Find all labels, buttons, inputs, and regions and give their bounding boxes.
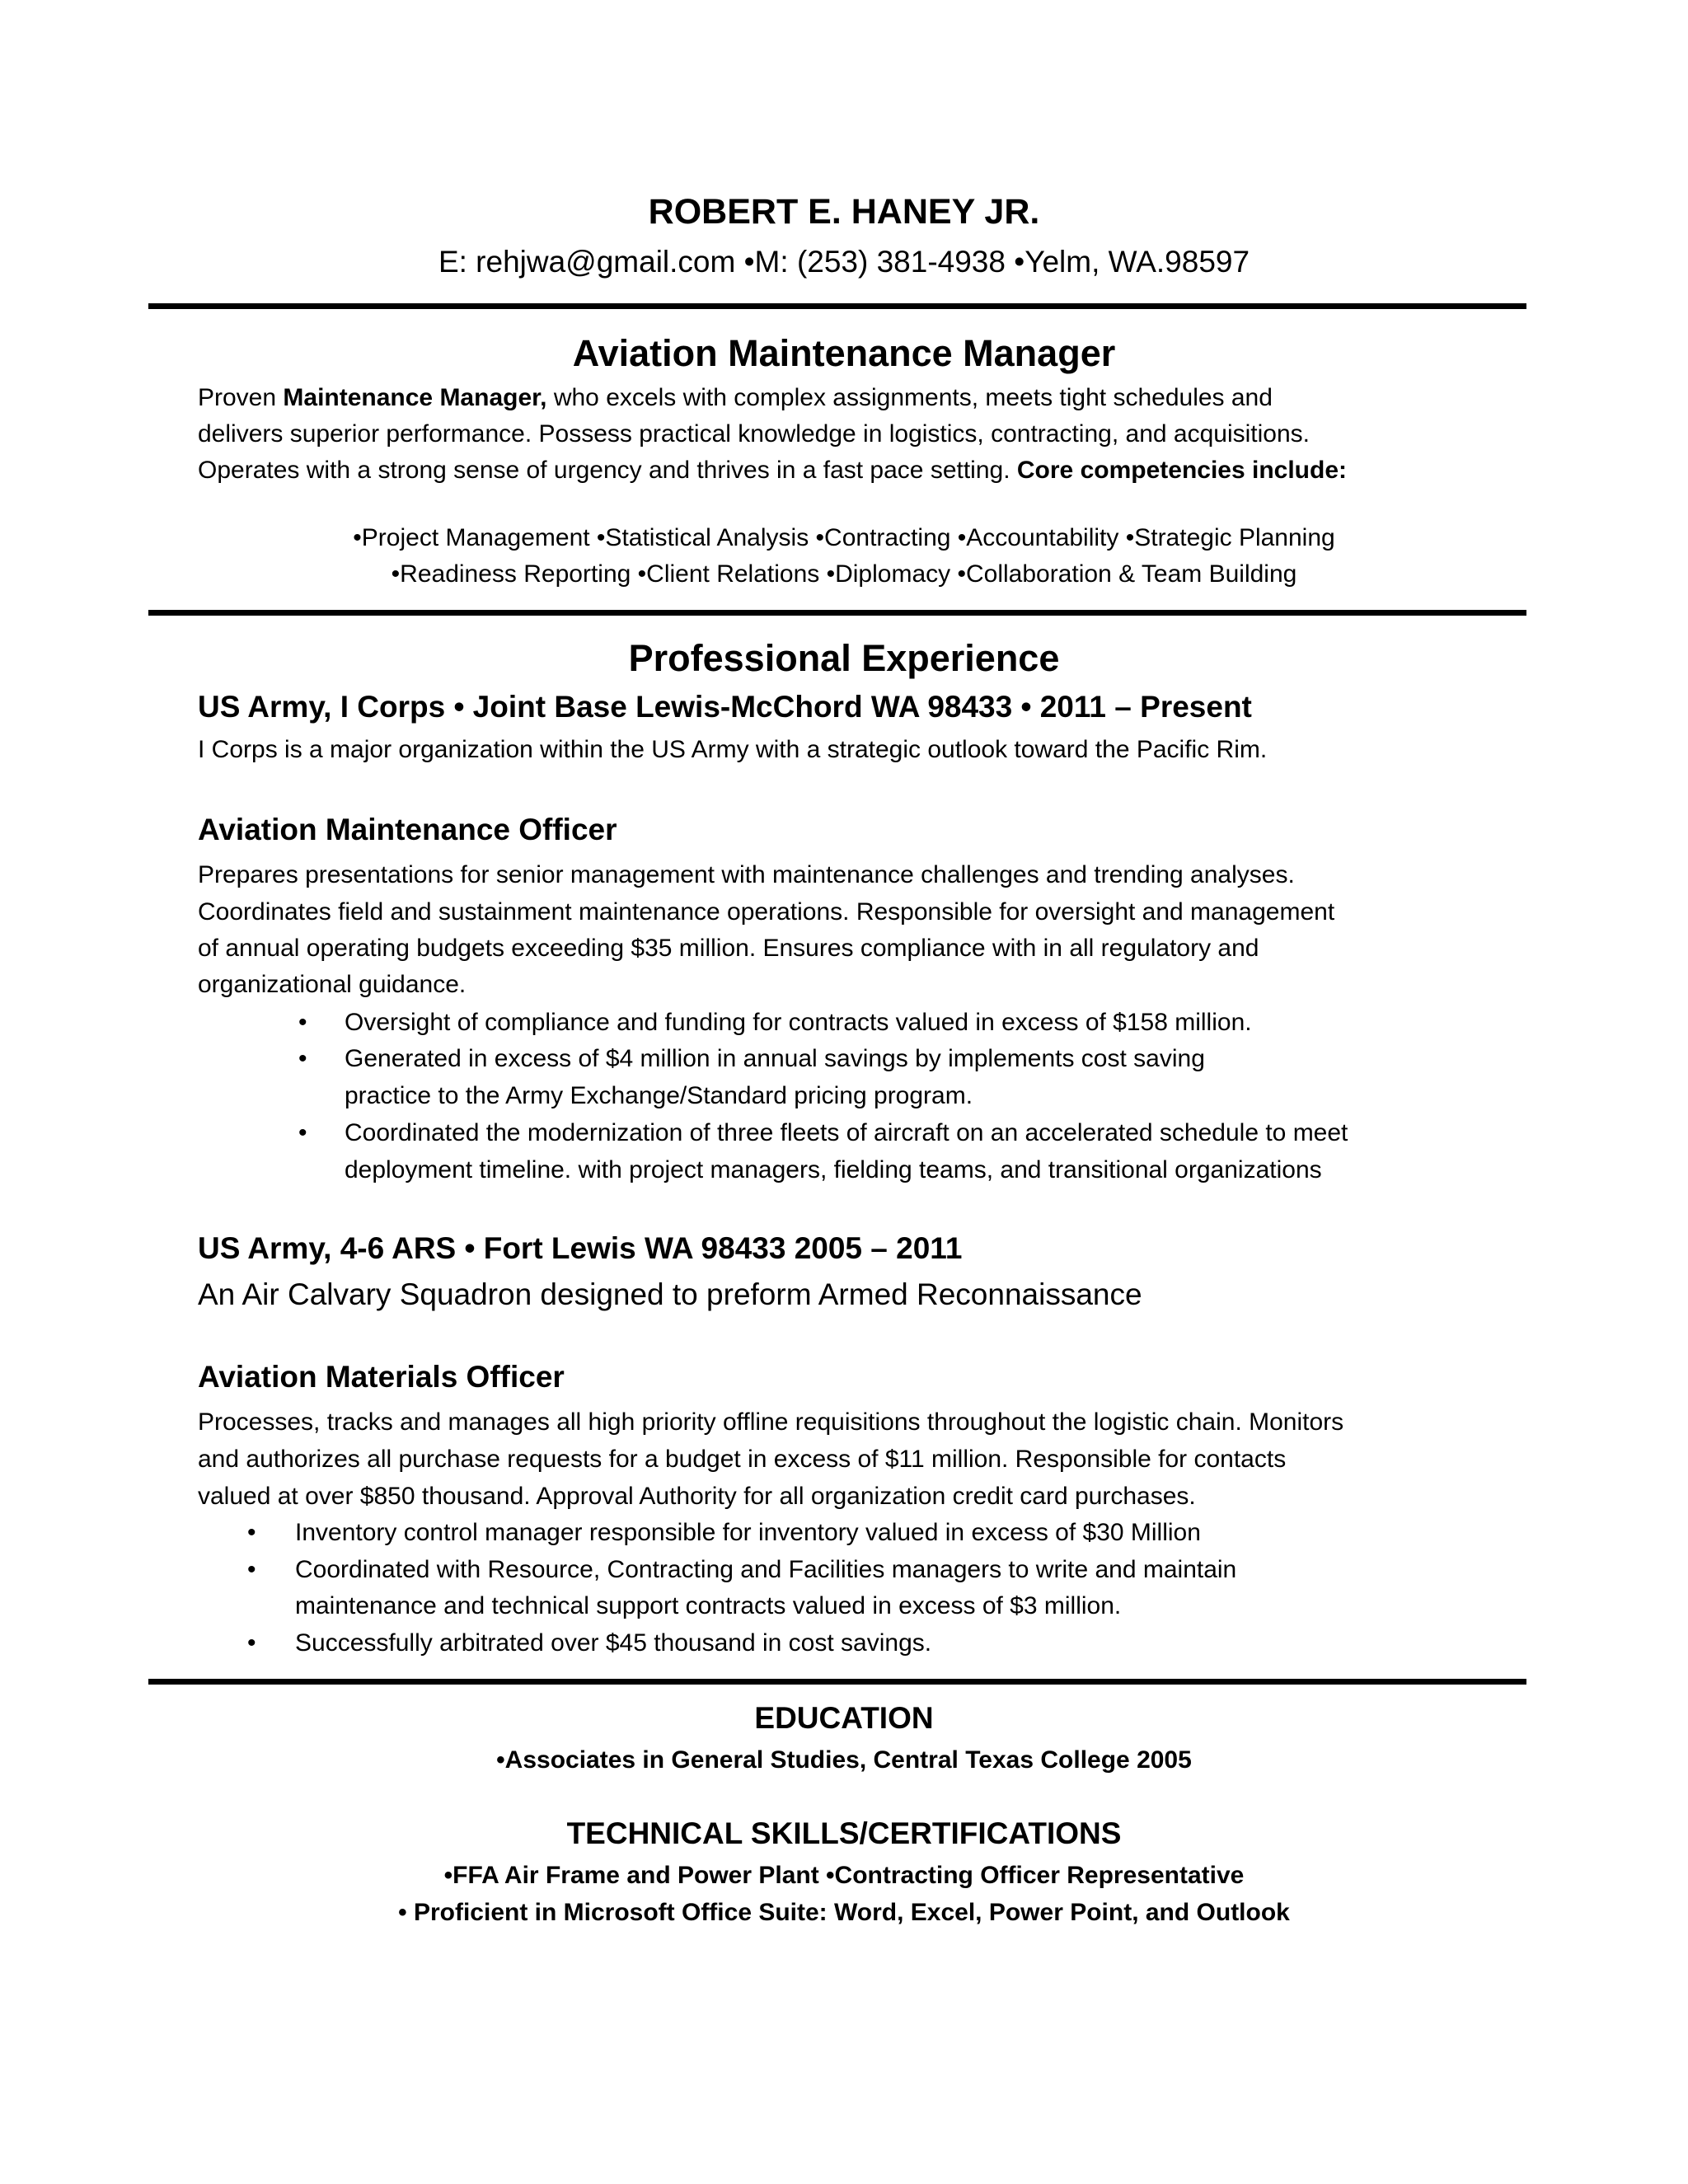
skills-line-2: • Proficient in Microsoft Office Suite: Word, Excel, Power Point, and Outlook	[398, 1899, 1290, 1926]
job1-bullet-cont: practice to the Army Exchange/Standard pricing program.	[345, 1082, 973, 1109]
job2-bullet: Coordinated with Resource, Contracting and Facilities managers to write and maintain	[295, 1556, 1237, 1583]
job2-role: Aviation Materials Officer	[198, 1360, 565, 1394]
competencies-heading: Core competencies include:	[1016, 457, 1347, 484]
job2-org: US Army, 4-6 ARS • Fort Lewis WA 98433 2005 – 2011	[198, 1231, 963, 1265]
job1-org-desc: I Corps is a major organization within the US Army with a strategic outlook toward the Pacific Rim.	[198, 736, 1268, 763]
summary-line-1: Proven Maintenance Manager, who excels with complex assignments, meets tight schedules and	[198, 384, 1273, 411]
competencies-line-1: •Project Management •Statistical Analysis •Contracting •Accountability •Strategic Planning	[353, 524, 1335, 551]
competencies-line-2: •Readiness Reporting •Client Relations •Diplomacy •Collaboration & Team Building	[391, 560, 1297, 588]
candidate-name: ROBERT E. HANEY JR.	[648, 192, 1040, 232]
summary-line-3: Operates with a strong sense of urgency and thrives in a fast pace setting. Core competencies include:	[198, 457, 1347, 484]
summary-highlight: Maintenance Manager,	[283, 384, 547, 411]
bullet-icon: •	[298, 1045, 307, 1072]
job1-desc-line: Prepares presentations for senior management with maintenance challenges and trending analyses.	[198, 861, 1295, 888]
job2-bullet: Successfully arbitrated over $45 thousand in cost savings.	[295, 1629, 932, 1657]
experience-title: Professional Experience	[628, 637, 1060, 679]
job1-bullet: Coordinated the modernization of three fleets of aircraft on an accelerated schedule to meet	[345, 1119, 1348, 1146]
bullet-icon: •	[298, 1009, 307, 1036]
skills-title: TECHNICAL SKILLS/CERTIFICATIONS	[566, 1816, 1122, 1850]
summary-line-2: delivers superior performance. Possess practical knowledge in logistics, contracting, and acquisitions.	[198, 420, 1310, 448]
divider	[148, 1679, 1526, 1685]
bullet-icon: •	[247, 1519, 256, 1546]
bullet-icon: •	[247, 1556, 256, 1583]
job2-bullet: Inventory control manager responsible for inventory valued in excess of $30 Million	[295, 1519, 1201, 1546]
bullet-icon: •	[247, 1629, 256, 1657]
summary-title: Aviation Maintenance Manager	[572, 332, 1116, 374]
job2-org-desc: An Air Calvary Squadron designed to preform Armed Reconnaissance	[198, 1277, 1142, 1311]
job2-desc-line: Processes, tracks and manages all high priority offline requisitions throughout the logistic chain. Monitors	[198, 1408, 1344, 1436]
job1-desc-line: of annual operating budgets exceeding $35 million. Ensures compliance with in all regulatory and	[198, 935, 1259, 962]
job2-bullet-cont: maintenance and technical support contracts valued in excess of $3 million.	[295, 1592, 1122, 1619]
job1-bullet: Oversight of compliance and funding for contracts valued in excess of $158 million.	[345, 1009, 1252, 1036]
bullet-icon: •	[298, 1119, 307, 1146]
job1-bullet: Generated in excess of $4 million in annual savings by implements cost saving	[345, 1045, 1205, 1072]
job1-desc-line: Coordinates field and sustainment maintenance operations. Responsible for oversight and management	[198, 898, 1335, 926]
divider	[148, 303, 1526, 309]
job2-desc-line: and authorizes all purchase requests for a budget in excess of $11 million. Responsible for contacts	[198, 1446, 1287, 1473]
job1-desc-line: organizational guidance.	[198, 971, 467, 998]
job2-desc-line: valued at over $850 thousand. Approval Authority for all organization credit card purchases.	[198, 1483, 1196, 1510]
education-title: EDUCATION	[754, 1701, 934, 1735]
divider	[148, 610, 1526, 616]
contact-line: E: rehjwa@gmail.com •M: (253) 381-4938 •Yelm, WA.98597	[438, 245, 1250, 279]
skills-line-1: •FFA Air Frame and Power Plant •Contracting Officer Representative	[443, 1862, 1245, 1889]
education-item: •Associates in General Studies, Central Texas College 2005	[496, 1746, 1192, 1774]
job1-org: US Army, I Corps • Joint Base Lewis-McChord WA 98433 • 2011 – Present	[198, 690, 1252, 724]
job1-role: Aviation Maintenance Officer	[198, 813, 617, 846]
job1-bullet-cont: deployment timeline. with project managers, fielding teams, and transitional organizations	[345, 1156, 1322, 1183]
